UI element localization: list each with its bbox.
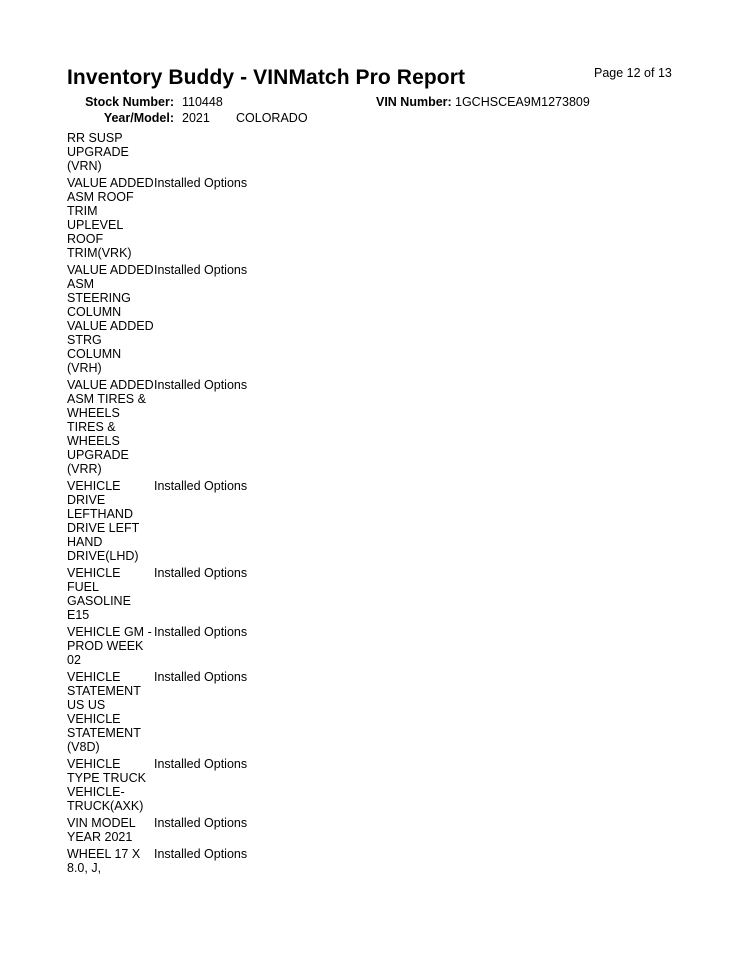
option-type: Installed Options — [154, 757, 248, 771]
option-description: VEHICLE DRIVE LEFTHAND DRIVE LEFT HAND DRIVE(LHD) — [67, 479, 140, 563]
option-row — [67, 625, 367, 667]
option-type: Installed Options — [154, 847, 248, 861]
page-number: Page 12 of 13 — [594, 66, 672, 80]
option-row — [67, 670, 367, 754]
option-description: VEHICLE TYPE TRUCK VEHICLE- TRUCK(AXK) — [67, 757, 146, 813]
option-row — [67, 757, 367, 813]
option-row — [67, 847, 367, 875]
option-row — [67, 131, 367, 173]
option-type: Installed Options — [154, 566, 248, 580]
stock-number-label: Stock Number: — [85, 95, 174, 109]
option-description: VEHICLE GM - PROD WEEK 02 — [67, 625, 152, 667]
option-type: Installed Options — [154, 625, 248, 639]
vin-number-value: 1GCHSCEA9M1273809 — [455, 95, 590, 109]
option-type: Installed Options — [154, 816, 248, 830]
option-description: VALUE ADDED ASM TIRES & WHEELS TIRES & WHEELS UPGRADE (VRR) — [67, 378, 154, 476]
option-type: Installed Options — [154, 176, 248, 190]
year-value: 2021 — [182, 111, 210, 125]
option-description: RR SUSP UPGRADE (VRN) — [67, 131, 129, 173]
option-description: VEHICLE STATEMENT US US VEHICLE STATEMENT (V8D) — [67, 670, 141, 754]
option-type: Installed Options — [154, 479, 248, 493]
option-row — [67, 816, 367, 844]
option-type: Installed Options — [154, 670, 248, 684]
option-row — [67, 176, 367, 260]
option-row — [67, 378, 367, 476]
report-title: Inventory Buddy - VINMatch Pro Report — [67, 66, 466, 89]
vin-number-label: VIN Number: — [376, 95, 452, 109]
option-row — [67, 566, 367, 622]
option-description: VIN MODEL YEAR 2021 — [67, 816, 136, 844]
option-row — [67, 479, 367, 563]
model-value: COLORADO — [236, 111, 308, 125]
option-type: Installed Options — [154, 263, 248, 277]
option-description: VALUE ADDED ASM ROOF TRIM UPLEVEL ROOF TRIM(VRK) — [67, 176, 154, 260]
option-row — [67, 263, 367, 375]
stock-number-value: 110448 — [182, 95, 223, 109]
year-model-label: Year/Model: — [103, 111, 174, 125]
option-description: VEHICLE FUEL GASOLINE E15 — [67, 566, 131, 622]
option-description: WHEEL 17 X 8.0, J, — [67, 847, 141, 875]
option-type: Installed Options — [154, 378, 248, 392]
option-description: VALUE ADDED ASM STEERING COLUMN VALUE ADDED STRG COLUMN (VRH) — [67, 263, 154, 375]
installed-options-list — [67, 131, 367, 878]
